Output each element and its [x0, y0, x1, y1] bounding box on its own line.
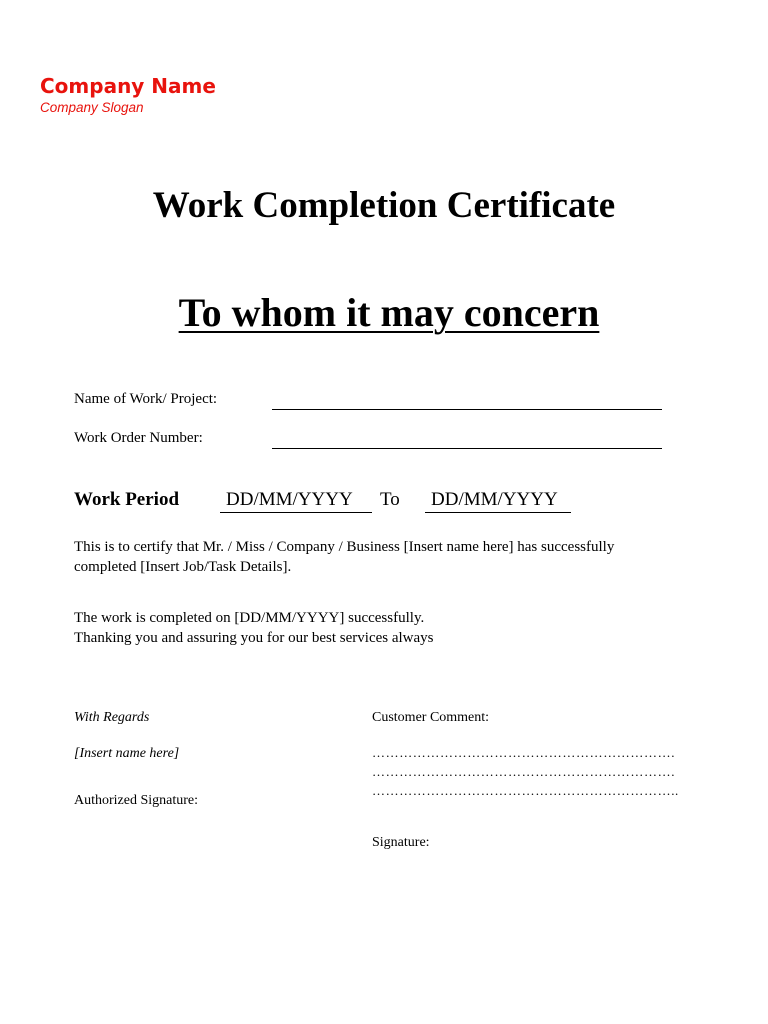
- work-period-from-date: DD/MM/YYYY: [220, 489, 372, 513]
- comment-dots-line-2: ………………………………………………………….: [372, 764, 676, 779]
- body-line-3: The work is completed on [DD/MM/YYYY] successfully.: [74, 610, 425, 626]
- signer-name-placeholder: [Insert name here]: [74, 746, 180, 761]
- certificate-subtitle: [0, 289, 768, 336]
- customer-comment-label: Customer Comment:: [372, 710, 490, 725]
- comment-dots-line-1: ………………………………………………………….: [372, 745, 676, 760]
- body-line-1: This is to certify that Mr. / Miss / Company / Business [Insert name here] has successfully: [74, 539, 615, 555]
- customer-signature-label: Signature:: [372, 835, 430, 850]
- with-regards: With Regards: [74, 710, 150, 725]
- company-slogan: Company Slogan: [40, 100, 144, 115]
- work-order-line: [272, 448, 662, 449]
- work-order-label: Work Order Number:: [74, 430, 203, 446]
- certificate-title: Work Completion Certificate: [152, 185, 616, 226]
- company-name: Company Name: [40, 74, 216, 98]
- authorized-signature-label: Authorized Signature:: [74, 793, 199, 808]
- subtitle-text: To whom it may concern: [178, 290, 600, 335]
- work-period-label: Work Period: [74, 489, 180, 510]
- work-name-line: [272, 409, 662, 410]
- work-period-to-date: DD/MM/YYYY: [425, 489, 571, 513]
- body-line-2: completed [Insert Job/Task Details].: [74, 559, 292, 575]
- work-name-label: Name of Work/ Project:: [74, 391, 218, 407]
- comment-dots-line-3: …………………………………………………………..: [372, 783, 679, 798]
- work-period-to-label: To: [380, 489, 400, 510]
- body-line-4: Thanking you and assuring you for our best services always: [74, 630, 434, 646]
